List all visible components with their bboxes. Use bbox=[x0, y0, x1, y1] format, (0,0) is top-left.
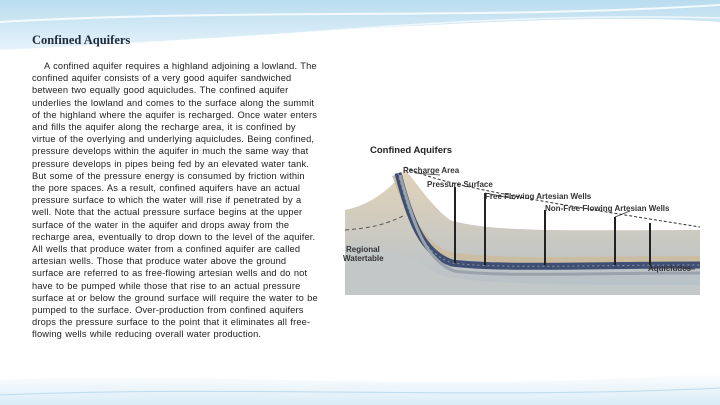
aquifer-diagram bbox=[330, 135, 705, 298]
label-recharge-area: Recharge Area bbox=[403, 166, 460, 175]
label-watertable: Watertable bbox=[343, 254, 384, 263]
label-pressure-surface: Pressure Surface bbox=[427, 180, 493, 189]
slide-title: Confined Aquifers bbox=[32, 33, 131, 47]
label-free-flowing-wells: Free Flowing Artesian Wells bbox=[485, 192, 592, 201]
body-paragraph: A confined aquifer requires a highland adjoining a lowland. The confined aquifer consists of a very good aquifer sandwiched between two equally good aquicludes. The confined aquifer underlies the lowland and comes to the surface along the summit of the highland where the aquifer is recharged. Once water enters and fills the aquifer along the recharge area, it is confined by virtue of the overlying and underlying aquicludes. Being confined, pressure develops within the aquifer in much the same way that pressure develops in pipes being fed by an elevated water tank. But some of the pressure energy is consumed by friction within the pore spaces. As a result, confined aquifers have an actual pressure surface to which the water will rise if penetrated by a well. Note that the actual pressure surface begins at the upper surface of the water in the aquifer and drops away from the recharge area, eventually to drop down to the level of the aquifer. All wells that produce water from a confined aquifer are called artesian wells. Those that produce water above the ground surface are referred to as free-flowing artesian wells and do not have to be pumped while those that rise to an actual pressure surface at or below the ground surface will require the water to be pumped to the surface. Over-production from confined aquifers drops the pressure surface to the point that it eliminates all free-flowing wells while reducing overall water production. bbox=[32, 61, 318, 340]
label-aquicludes: Aquicludes bbox=[648, 264, 692, 273]
figure-title: Confined Aquifers bbox=[370, 145, 452, 156]
aquifer-illustration bbox=[330, 135, 705, 298]
label-non-free-flowing-wells: Non-Free Flowing Artesian Wells bbox=[545, 204, 670, 213]
label-regional: Regional bbox=[346, 245, 380, 254]
